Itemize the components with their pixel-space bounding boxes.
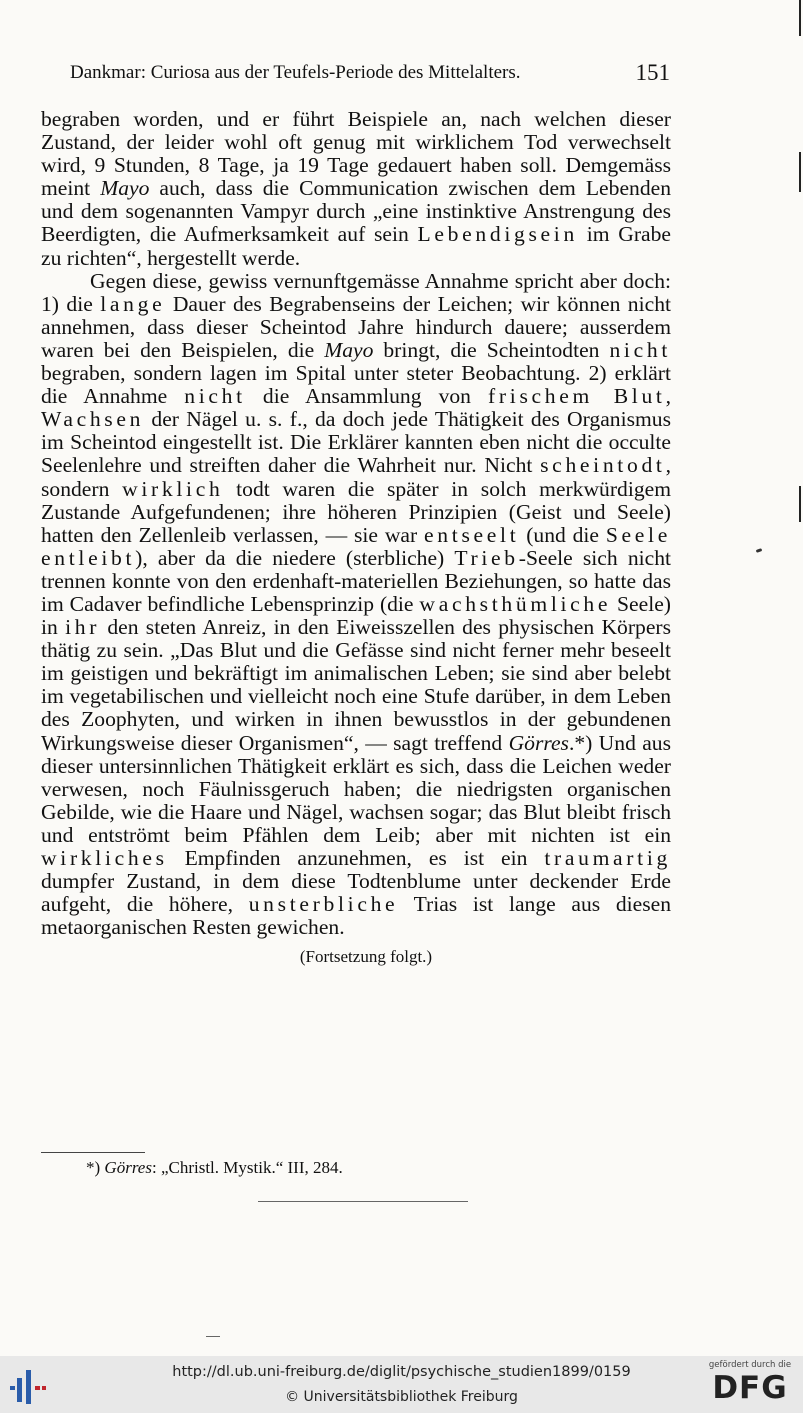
viewer-footer [0, 1356, 803, 1413]
margin-mark [756, 548, 763, 553]
text-run: Gegen diese, gewiss vernunftgemässe Annahme spricht aber doch: 1) die [41, 268, 671, 316]
text-run: dumpfer Zustand, in dem diese Todtenblume unter deckender Erde aufgeht, die höhere, [41, 869, 671, 917]
body-text [41, 108, 671, 968]
text-run: , sondern [41, 453, 671, 501]
text-run: den steten Anreiz, in den Eiweisszellen des physischen Körpers thätig zu sein. „Das Blut und die Gefässe sind nicht ferner mehr beseelt im geistigen und bekräftigt im animalischen Leben; sie sind aber belebt im vegetabilischen und vielleicht noch eine Stufe darüber, in dem Leben des Zoophyten, und wirken in ihnen bewusstlos in der gebundenen Wirkungsweise dieser Organismen“, — sagt treffend [41, 615, 672, 755]
spaced-emphasis: scheintodt [540, 453, 666, 478]
text-run: begraben worden, und er führt Beispiele an, nach welchen dieser Zustand, der leider wohl oft genug mit wirklichem Tod verwechselt wird, 9 Stunden, 8 Tage, ja 19 Tage gedauert haben soll. Demgemäss meint [41, 107, 671, 201]
text-run: bringt, die Scheintodten [373, 337, 610, 362]
source-url-link[interactable]: http://dl.ub.uni-freiburg.de/diglit/psychische_studien1899/0159 [172, 1364, 631, 1380]
scan-edge-mark [799, 486, 801, 522]
footnote-author: Görres [104, 1158, 152, 1177]
dfg-logo [705, 1360, 795, 1410]
footnote-rule [41, 1152, 145, 1153]
running-title: Dankmar: Curiosa aus der Teufels-Periode des Mittelalters. [70, 62, 521, 83]
spaced-emphasis: wirkliches [41, 846, 168, 870]
spaced-emphasis: entseelt [424, 522, 520, 547]
footnote [86, 1158, 343, 1178]
spaced-emphasis: Wachsen [41, 407, 145, 432]
spaced-emphasis: Lebendigsein [417, 222, 578, 247]
spaced-emphasis: lange [100, 291, 166, 316]
text-run: begraben, sondern lagen im Spital unter steter Beobachtung. 2) erklärt die Annahme [41, 361, 671, 409]
italic-name: Mayo [324, 337, 374, 362]
text-run: Empfinden anzunehmen, es ist ein [167, 846, 545, 870]
funder-caption: gefördert durch die [708, 1360, 792, 1370]
italic-name: Görres [508, 730, 569, 755]
continuation-note: (Fortsetzung folgt.) [299, 947, 433, 967]
text-run: , [665, 384, 672, 409]
text-run: ), aber da die niedere (sterbliche) [135, 545, 455, 570]
paragraph [41, 108, 671, 270]
spaced-emphasis: unsterbliche [248, 892, 399, 917]
spaced-emphasis: traumartig [544, 846, 671, 870]
text-run: im Grabe zu richten“, hergestellt werde. [41, 222, 671, 270]
text-run: auch, dass die Communication zwischen dem Lebenden und dem sogenannten Vampyr durch „eine instinktive Anstrengung des Beerdigten, die Aufmerksamkeit auf sein [41, 176, 671, 247]
page-tick [206, 1336, 220, 1337]
text-run: .*) Und aus dieser untersinnlichen Thätigkeit erklärt es sich, dass die Leichen weder verwesen, noch Fäulnissgeruch haben; die niedrigsten organischen Gebilde, wie die Haare und Nägel, wachsen sogar; das Blut bleibt frisch und entströmt beim Pfählen dem Leib; aber mit nichten ist ein [41, 730, 672, 847]
spaced-emphasis: wirklich [122, 476, 224, 501]
text-run: Dauer des Begrabenseins der Leichen; wir können nicht annehmen, dass dieser Scheintod Jahre hindurch dauere; ausserdem waren bei den Beispielen, die [41, 291, 671, 362]
paragraph [41, 270, 671, 940]
italic-name: Mayo [100, 176, 150, 201]
text-run: todt waren die später in solch merkwürdigem Zustande Aufgefundenen; ihre höheren Prinzipien (Geist und Seele) hatten den Zellenleib verlassen, — sie war [41, 476, 672, 547]
spaced-emphasis: frischem Blut [488, 384, 666, 409]
scan-edge-mark [799, 0, 801, 36]
copyright-text: © Universitätsbibliothek Freiburg [285, 1389, 518, 1405]
text-run: der Nägel u. s. f., da doch jede Thätigkeit des Organismus im Scheintod eingestellt ist. Die Erklärer kannten eben nicht die occulte Seelenlehre und streiften daher die Wahrheit nur. Nicht [41, 407, 671, 478]
spaced-emphasis: Seele entleibt [41, 522, 671, 570]
page-number: 151 [635, 60, 670, 85]
text-run: Seele) in [41, 591, 671, 640]
dfg-logo-text: DFG [712, 1370, 788, 1406]
footnote-marker: *) [86, 1158, 101, 1177]
spaced-emphasis: nicht [184, 384, 246, 409]
spaced-emphasis: Trieb [454, 545, 519, 570]
spaced-emphasis: wachsthümliche [419, 591, 612, 616]
text-run: die Ansammlung von [245, 384, 489, 409]
spaced-emphasis: nicht [609, 337, 671, 362]
text-run: Trias ist lange aus diesen metaorganischen Resten gewichen. [41, 892, 672, 940]
text-run: -Seele sich nicht trennen konnte von den erdenhaft-materiellen Beziehungen, so hatte das im Cadaver befindliche Lebensprinzip (die [41, 545, 671, 616]
text-run: (und die [519, 522, 606, 547]
footnote-text: : „Christl. Mystik.“ III, 284. [151, 1158, 343, 1177]
spaced-emphasis: ihr [65, 615, 101, 640]
scan-edge-mark [799, 152, 801, 192]
running-header [70, 60, 670, 88]
end-rule [258, 1201, 468, 1202]
